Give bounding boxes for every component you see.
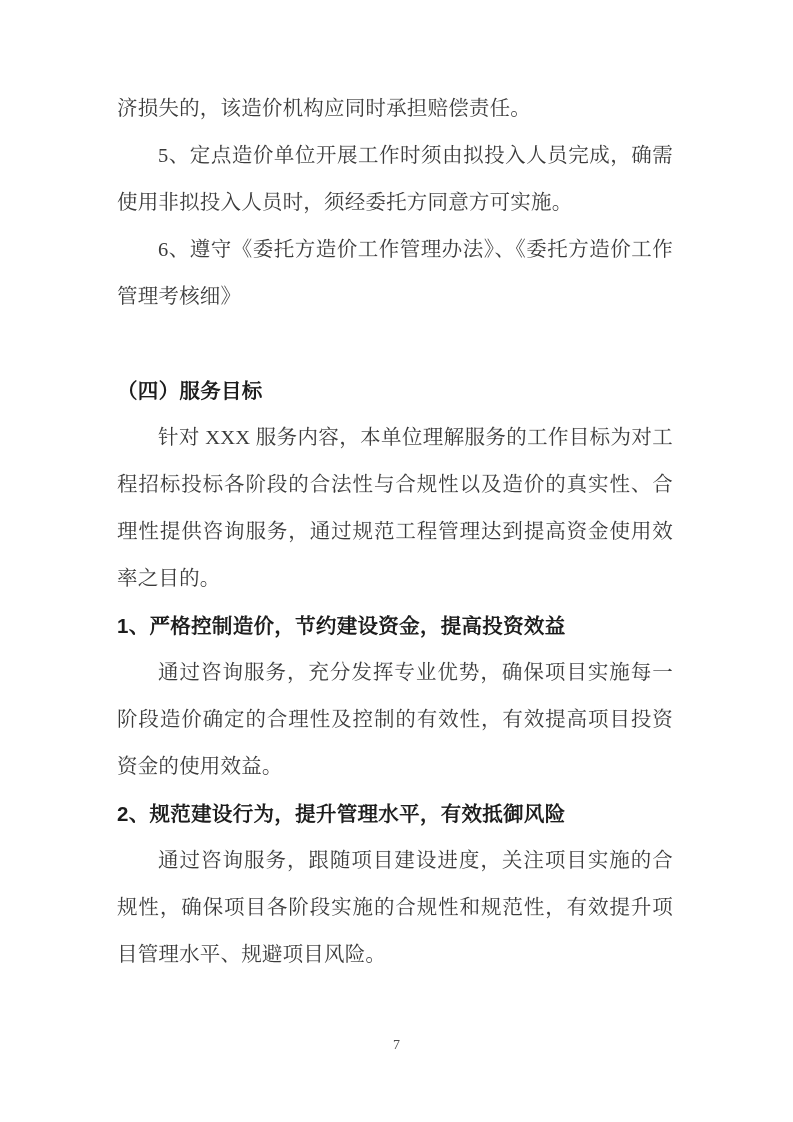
blank-line-spacer	[117, 321, 673, 368]
list-item-5: 5、定点造价单位开展工作时须由拟投入人员完成，确需使用非拟投入人员时，须经委托方同意方可实施。	[117, 145, 673, 214]
section-heading-service-objectives: （四）服务目标	[117, 380, 263, 403]
subsection-heading-1-cost-control: 1、严格控制造价，节约建设资金，提高投资效益	[117, 615, 566, 638]
paragraph-service-objectives-intro: 针对 XXX 服务内容，本单位理解服务的工作目标为对工程招标投标各阶段的合法性与合规性以及造价的真实性、合理性提供咨询服务，通过规范工程管理达到提高资金使用效率之目的。	[117, 427, 673, 590]
list-item-6: 6、遵守《委托方造价工作管理办法》、《委托方造价工作管理考核细》	[117, 239, 673, 308]
paragraph-1-cost-control-body: 通过咨询服务，充分发挥专业优势，确保项目实施每一阶段造价确定的合理性及控制的有效性，有效提高项目投资资金的使用效益。	[117, 662, 673, 778]
paragraph-continuation: 济损失的，该造价机构应同时承担赔偿责任。	[117, 98, 531, 120]
paragraph-2-standardize-construction-body: 通过咨询服务，跟随项目建设进度，关注项目实施的合规性，确保项目各阶段实施的合规性和规范性，有效提升项目管理水平、规避项目风险。	[117, 850, 673, 966]
document-body	[117, 86, 673, 979]
subsection-heading-2-standardize-construction: 2、规范建设行为，提升管理水平，有效抵御风险	[117, 803, 566, 826]
page-number: 7	[393, 1038, 400, 1053]
